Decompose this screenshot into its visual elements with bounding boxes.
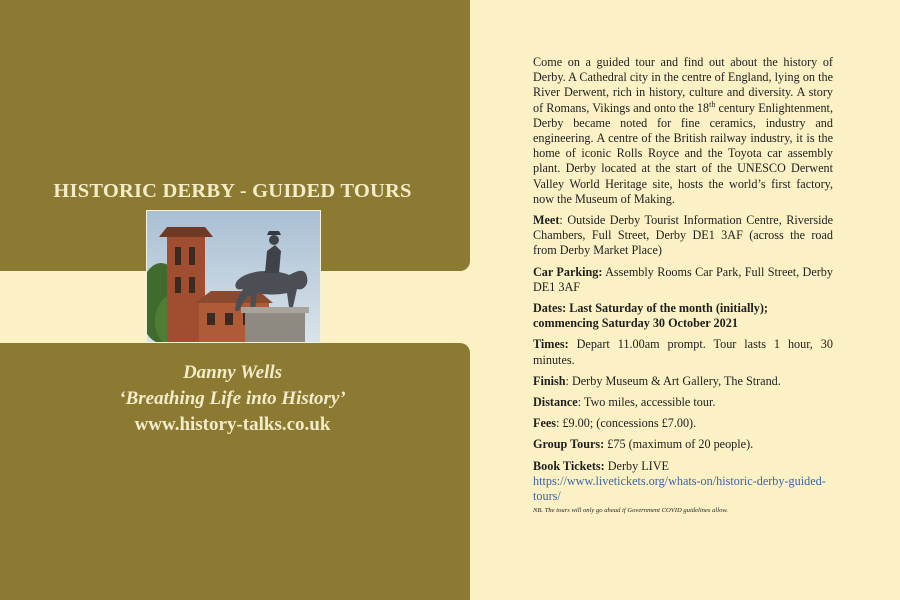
dates-info: Dates: Last Saturday of the month (initially); commencing Saturday 30 October 2021	[533, 301, 768, 331]
parking-info: Car Parking: Assembly Rooms Car Park, Full Street, Derby DE1 3AF	[533, 264, 833, 294]
intro-paragraph: Come on a guided tour and find out about the history of Derby. A Cathedral city in the centre of England, lying on the River Derwent, rich in history, culture and diversity. A story of Romans, Vikings and onto the 18th century Enlightenment, Derby became noted for fine ceramics, industry and engineering. A centre of the British railway industry, it is the home of iconic Rolls Royce and the Toyota car assembly plant. Derby located at the start of the UNESCO Derwent Valley World Heritage site, hosts the world’s first factory, now the Museum of Making.	[533, 55, 833, 206]
covid-note: NB. The tours will only go ahead if Government COVID guidelines allow.	[533, 507, 728, 515]
book-tickets-info: Book Tickets: Derby LIVE https://www.livetickets.org/whats-on/historic-derby-guided-tours/	[533, 459, 833, 505]
times-info: Times: Depart 11.00am prompt. Tour lasts 1 hour, 30 minutes.	[533, 337, 833, 367]
distance-info: Distance: Two miles, accessible tour.	[533, 395, 716, 410]
group-tours-info: Group Tours: £75 (maximum of 20 people).	[533, 437, 754, 452]
cover-photo-statue	[146, 210, 321, 343]
details-panel	[533, 55, 833, 515]
author-name: Danny Wells	[182, 362, 283, 383]
book-tickets-link[interactable]: https://www.livetickets.org/whats-on/historic-derby-guided-tours/	[533, 473, 826, 504]
cover-title: HISTORIC DERBY - GUIDED TOURS	[53, 180, 412, 202]
fees-info: Fees: £9.00; (concessions £7.00).	[533, 416, 697, 431]
website-link[interactable]: www.history-talks.co.uk	[134, 414, 331, 435]
finish-info: Finish: Derby Museum & Art Gallery, The Strand.	[533, 373, 781, 388]
tagline: ‘Breathing Life into History’	[119, 388, 346, 409]
meet-info: Meet: Outside Derby Tourist Information Centre, Riverside Chambers, Full Street, Derby DE1 3AF (across the road from Derby Market Place)	[533, 213, 833, 258]
statue-illustration	[147, 211, 320, 342]
